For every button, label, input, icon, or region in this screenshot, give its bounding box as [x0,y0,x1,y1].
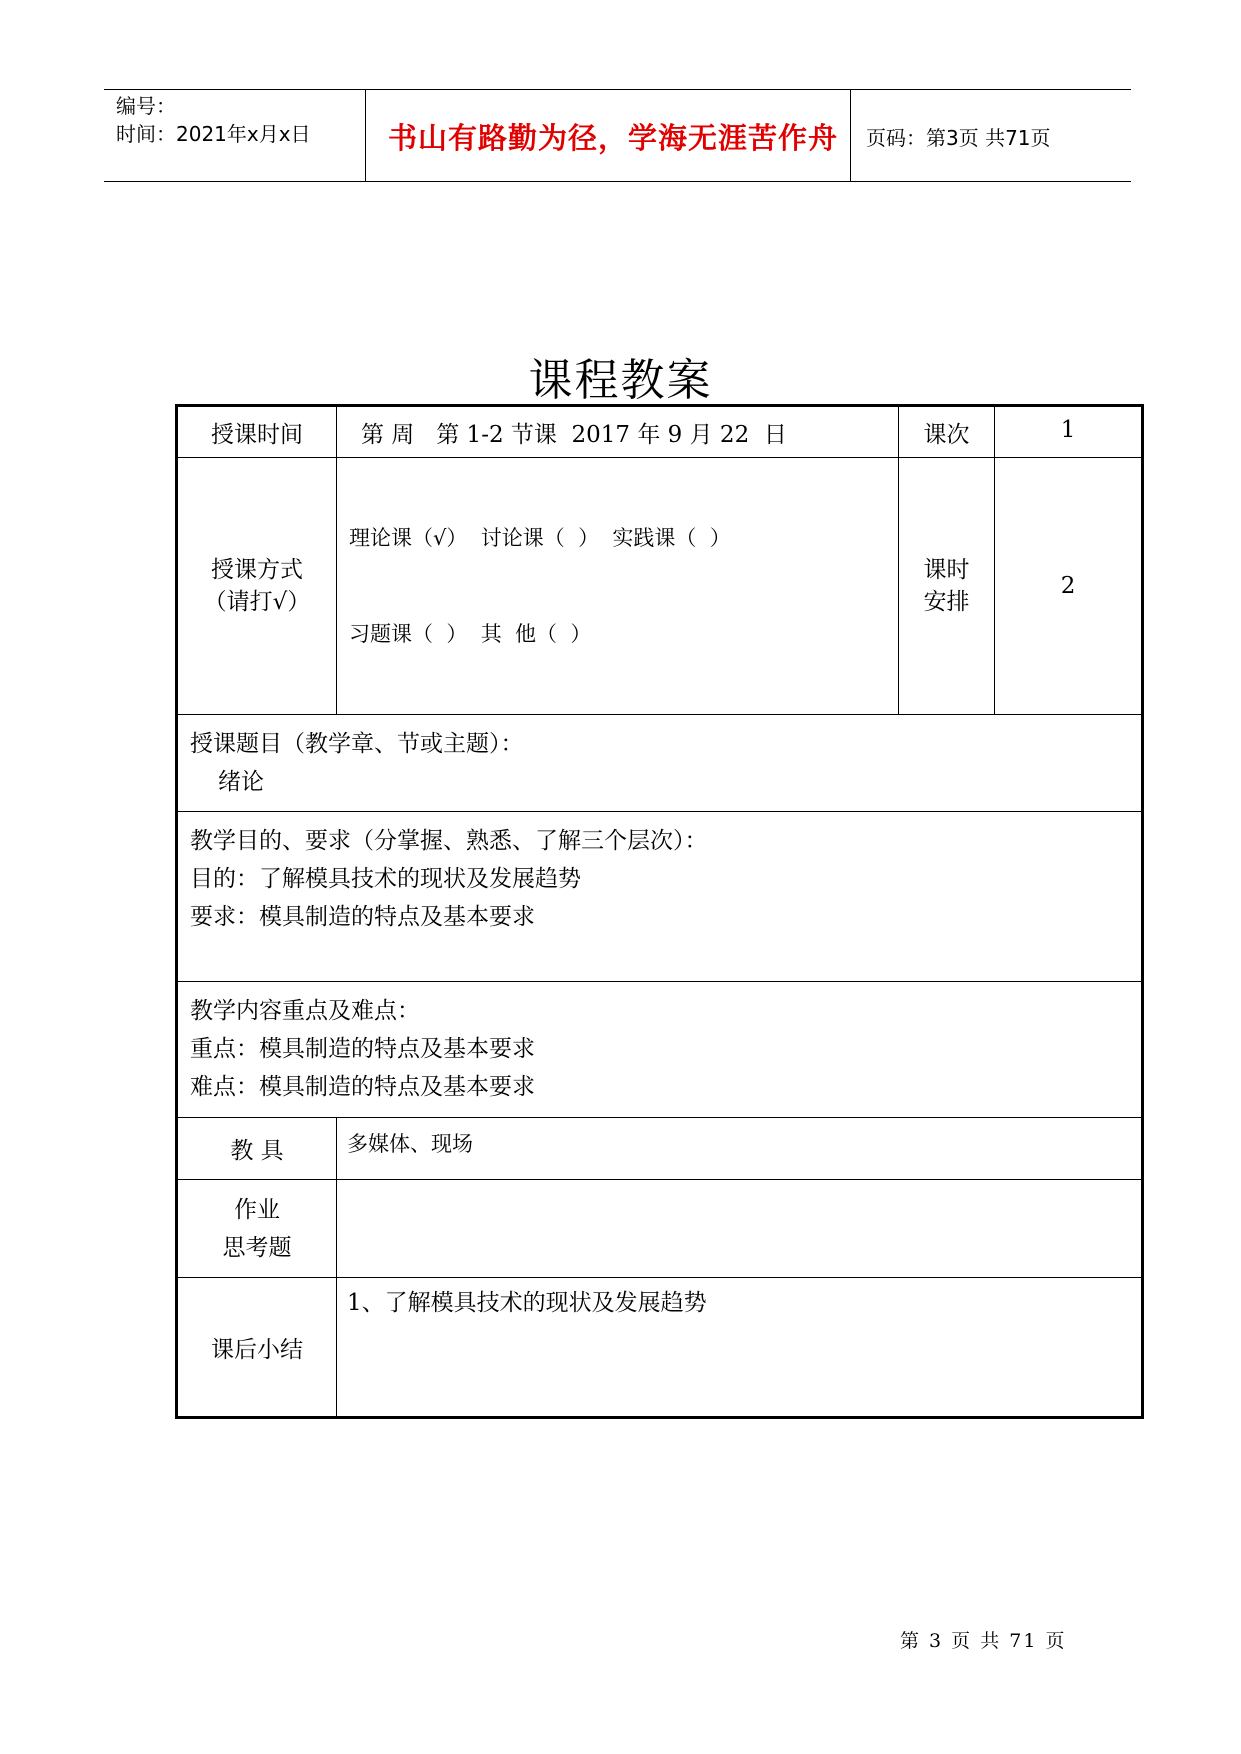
homework-label-line2: 思考题 [222,1234,292,1261]
teaching-mode-options [337,458,899,715]
document-number-label: 编号： [116,94,176,118]
row-topic [177,715,1143,812]
session-count-label: 课次 [899,406,995,458]
header-bottom-rule [104,181,1131,182]
tools-value: 多媒体、现场 [337,1118,1143,1180]
teaching-mode-options-line2: 习题课（ ） 其 他（ ） [349,622,592,646]
header-motto: 书山有路勤为径，学海无涯苦作舟 [387,121,838,155]
teaching-mode-label-line1: 授课方式 [211,557,303,583]
class-hours-label-line2: 安排 [923,589,970,615]
header-meta [116,92,311,148]
teaching-mode-label [177,458,337,715]
key-points-label: 教学内容重点及难点： [190,998,420,1024]
objectives-requirement: 要求：模具制造的特点及基本要求 [190,904,535,930]
objectives-purpose: 目的：了解模具技术的现状及发展趋势 [190,866,581,892]
topic-value: 绪论 [218,769,264,795]
row-tools [177,1118,1143,1180]
document-title: 课程教案 [528,355,713,406]
tools-label: 教 具 [177,1118,337,1180]
row-homework [177,1180,1143,1278]
class-hours-label-line1: 课时 [923,557,970,583]
document-time: 时间：2021年x月x日 [116,122,311,146]
key-points-key: 重点：模具制造的特点及基本要求 [190,1036,535,1062]
row-objectives [177,812,1143,982]
lesson-plan-table [175,404,1144,1419]
class-time-label: 授课时间 [177,406,337,458]
row-class-time [177,406,1143,458]
class-hours-label [899,458,995,715]
summary-value: 1、了解模具技术的现状及发展趋势 [337,1278,1143,1418]
topic-cell [177,715,1143,812]
header-page-number: 页码：第3页 共71页 [866,126,1051,150]
teaching-mode-label-line2: （请打√） [203,589,311,615]
header-top-rule [104,89,1131,90]
session-count-value: 1 [995,406,1143,458]
header-divider-left [365,89,366,182]
key-points-cell [177,982,1143,1118]
row-summary [177,1278,1143,1418]
teaching-mode-options-line1: 理论课（√） 讨论课（ ） 实践课（ ） [349,526,731,550]
homework-value [337,1180,1143,1278]
key-points-difficulty: 难点：模具制造的特点及基本要求 [190,1074,535,1100]
footer-page-number: 第 3 页 共 71 页 [900,1630,1067,1652]
row-key-points [177,982,1143,1118]
row-teaching-mode [177,458,1143,715]
summary-label: 课后小结 [177,1278,337,1418]
class-time-value: 第 周 第 1-2 节课 2017 年 9 月 22 日 [337,406,899,458]
class-hours-value: 2 [995,458,1143,715]
topic-label: 授课题目（教学章、节或主题）： [190,731,524,757]
homework-label [177,1180,337,1278]
objectives-cell [177,812,1143,982]
objectives-label: 教学目的、要求（分掌握、熟悉、了解三个层次）： [190,828,708,854]
homework-label-line1: 作业 [234,1196,280,1223]
